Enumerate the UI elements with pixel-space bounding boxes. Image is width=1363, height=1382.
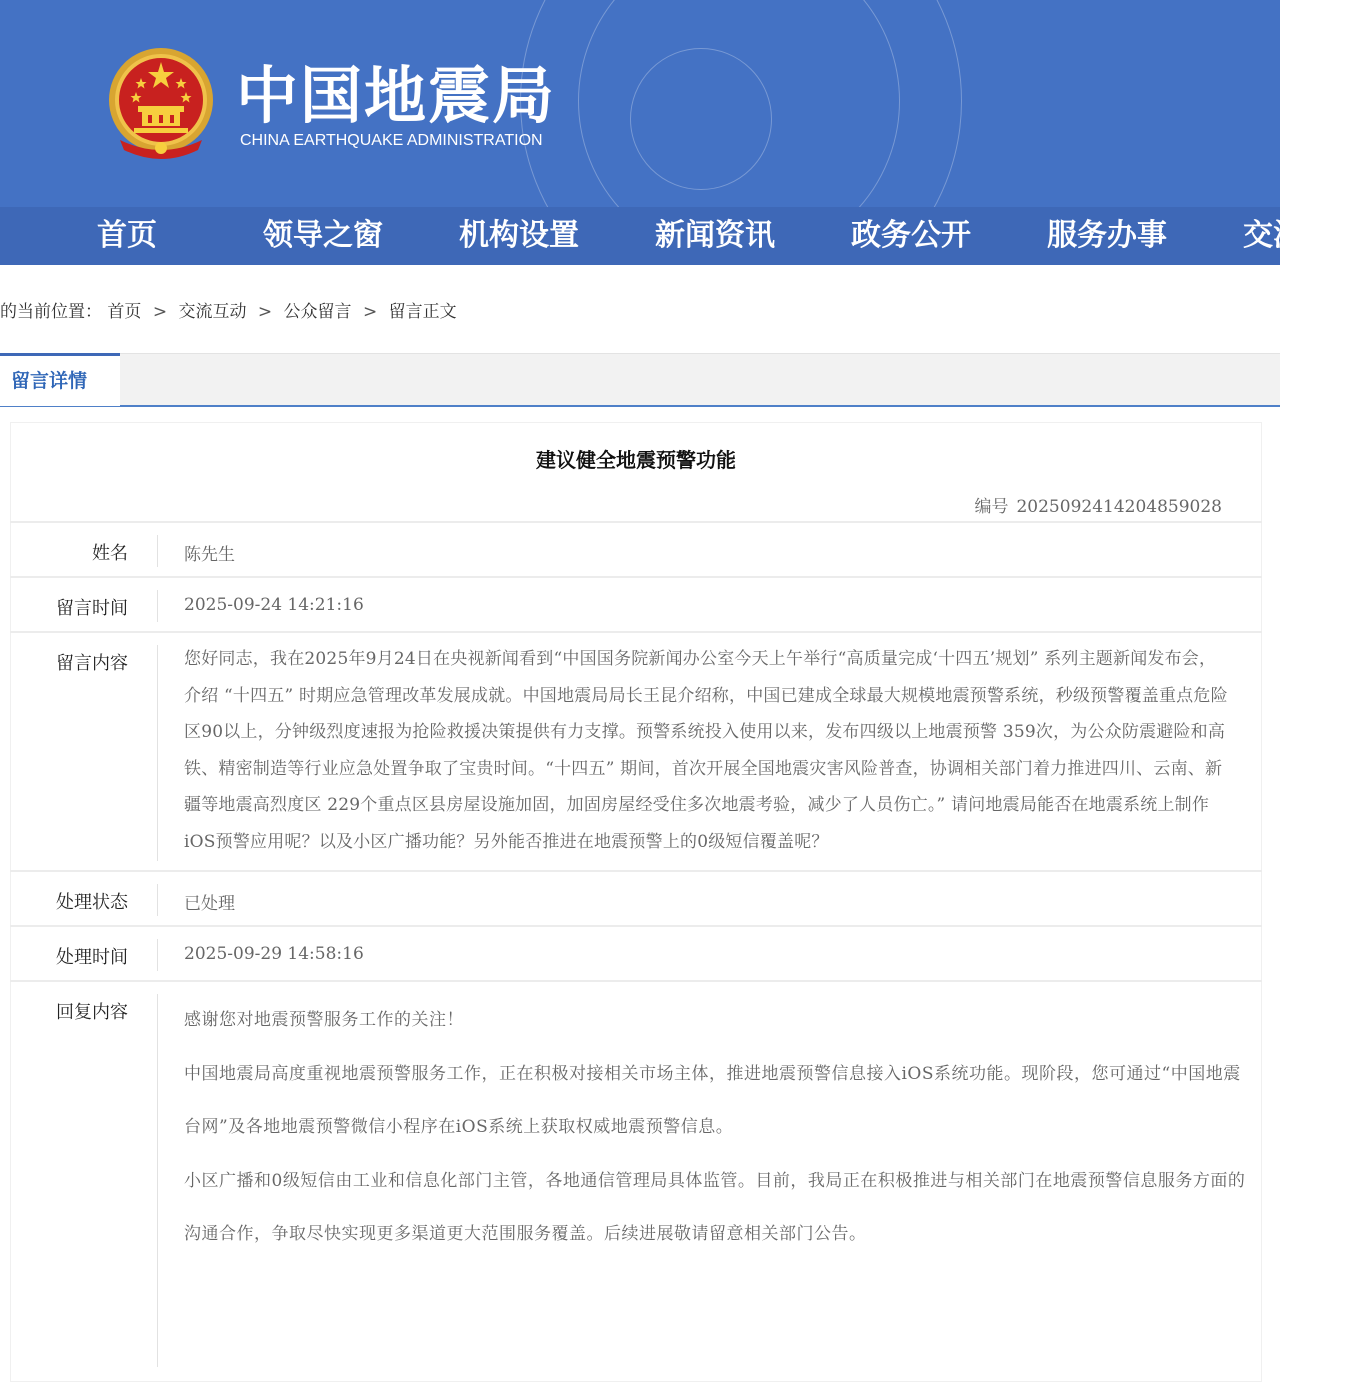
field-label: 留言内容 [56, 653, 128, 674]
row-divider [157, 535, 158, 567]
row-divider [157, 939, 158, 971]
field-value-message-time: 2025-09-24 14:21:16 [184, 595, 364, 615]
field-row-name [10, 521, 1262, 577]
field-row-content [10, 631, 1262, 871]
row-divider [157, 994, 158, 1367]
reply-paragraph: 感谢您对地震预警服务工作的关注！ [184, 1010, 464, 1030]
field-row-message-time [10, 576, 1262, 632]
field-value-reply [184, 994, 1252, 1262]
breadcrumb-prefix: 的当前位置： [0, 302, 102, 322]
breadcrumb-current: 留言正文 [388, 302, 457, 322]
decorative-ring [630, 48, 772, 190]
field-value-handled-time: 2025-09-29 14:58:16 [184, 944, 364, 964]
site-subtitle: CHINA EARTHQUAKE ADMINISTRATION [240, 132, 543, 149]
nav-item-government-affairs[interactable]: 政务公开 [851, 218, 971, 253]
nav-item-home[interactable]: 首页 [97, 218, 157, 253]
site-header [0, 0, 1280, 207]
nav-item-news[interactable]: 新闻资讯 [655, 218, 775, 253]
field-label: 留言时间 [56, 598, 128, 619]
main-nav [0, 207, 1363, 265]
nav-item-interaction[interactable]: 交流互动 [1243, 218, 1363, 253]
field-label: 处理状态 [56, 892, 128, 913]
field-row-reply [10, 980, 1262, 1365]
reply-paragraph: 小区广播和0级短信由工业和信息化部门主管，各地通信管理局具体监管。目前，我局正在积极推进与相关部门在地震预警信息服务方面的沟通合作，争取尽快实现更多渠道更大范围服务覆盖。后续进展敬请留意相关部门公告。 [184, 1170, 1246, 1244]
national-emblem-icon[interactable] [108, 48, 214, 160]
breadcrumb-link-home[interactable]: 首页 [107, 302, 142, 322]
message-id-value: 2025092414204859028 [1016, 497, 1222, 517]
field-label: 回复内容 [56, 1002, 128, 1023]
message-title: 建议健全地震预警功能 [536, 448, 736, 472]
breadcrumb-separator: > [257, 302, 273, 322]
breadcrumb-link-public-messages[interactable]: 公众留言 [283, 302, 352, 322]
nav-item-leadership[interactable]: 领导之窗 [263, 218, 383, 253]
field-label: 姓名 [92, 543, 128, 564]
site-title[interactable]: 中国地震局 [236, 59, 557, 132]
field-value-name: 陈先生 [184, 545, 235, 565]
breadcrumb-separator: > [152, 302, 168, 322]
field-label: 处理时间 [56, 947, 128, 968]
row-divider [157, 884, 158, 916]
row-divider [157, 645, 158, 861]
tab-bar [0, 353, 1280, 407]
breadcrumb-link-interaction[interactable]: 交流互动 [178, 302, 247, 322]
message-id [974, 492, 1222, 517]
breadcrumb-separator: > [362, 302, 378, 322]
field-row-status [10, 870, 1262, 926]
field-value-status: 已处理 [184, 894, 235, 914]
nav-item-organization[interactable]: 机构设置 [459, 218, 579, 253]
row-divider [157, 590, 158, 622]
tab-message-detail[interactable]: 留言详情 [0, 353, 120, 406]
message-id-label: 编号 [974, 497, 1009, 517]
breadcrumb [0, 297, 457, 322]
field-value-content: 您好同志，我在2025年9月24日在央视新闻看到“中国国务院新闻办公室今天上午举行“高质量完成‘十四五’规划” 系列主题新闻发布会，介绍 “十四五” 时期应急管理改革发展成就。中国地震局局长王昆介绍称，中国已建成全球最大规模地震预警系统，秒级预警覆盖重点危险区90以上，分钟级烈度速报为抢险救援决策提供有力支撑。预警系统投入使用以来，发布四级以上地震预警 359次，为公众防震避险和高铁、精密制造等行业应急处置争取了宝贵时间。“十四五” 期间，首次开展全国地震灾害风险普查，协调相关部门着力推进四川、云南、新疆等地震高烈度区 229个重点区县房屋设施加固，加固房屋经受住多次地震考验，减少了人员伤亡。” 请问地震局能否在地震系统上制作iOS预警应用呢？以及小区广播功能？另外能否推进在地震预警上的0级短信覆盖呢？ [184, 649, 1228, 852]
nav-item-services[interactable]: 服务办事 [1047, 218, 1167, 253]
reply-paragraph: 中国地震局高度重视地震预警服务工作，正在积极对接相关市场主体，推进地震预警信息接入iOS系统功能。现阶段，您可通过“中国地震台网”及各地地震预警微信小程序在iOS系统上获取权威地震预警信息。 [184, 1063, 1241, 1137]
field-row-handled-time [10, 925, 1262, 981]
